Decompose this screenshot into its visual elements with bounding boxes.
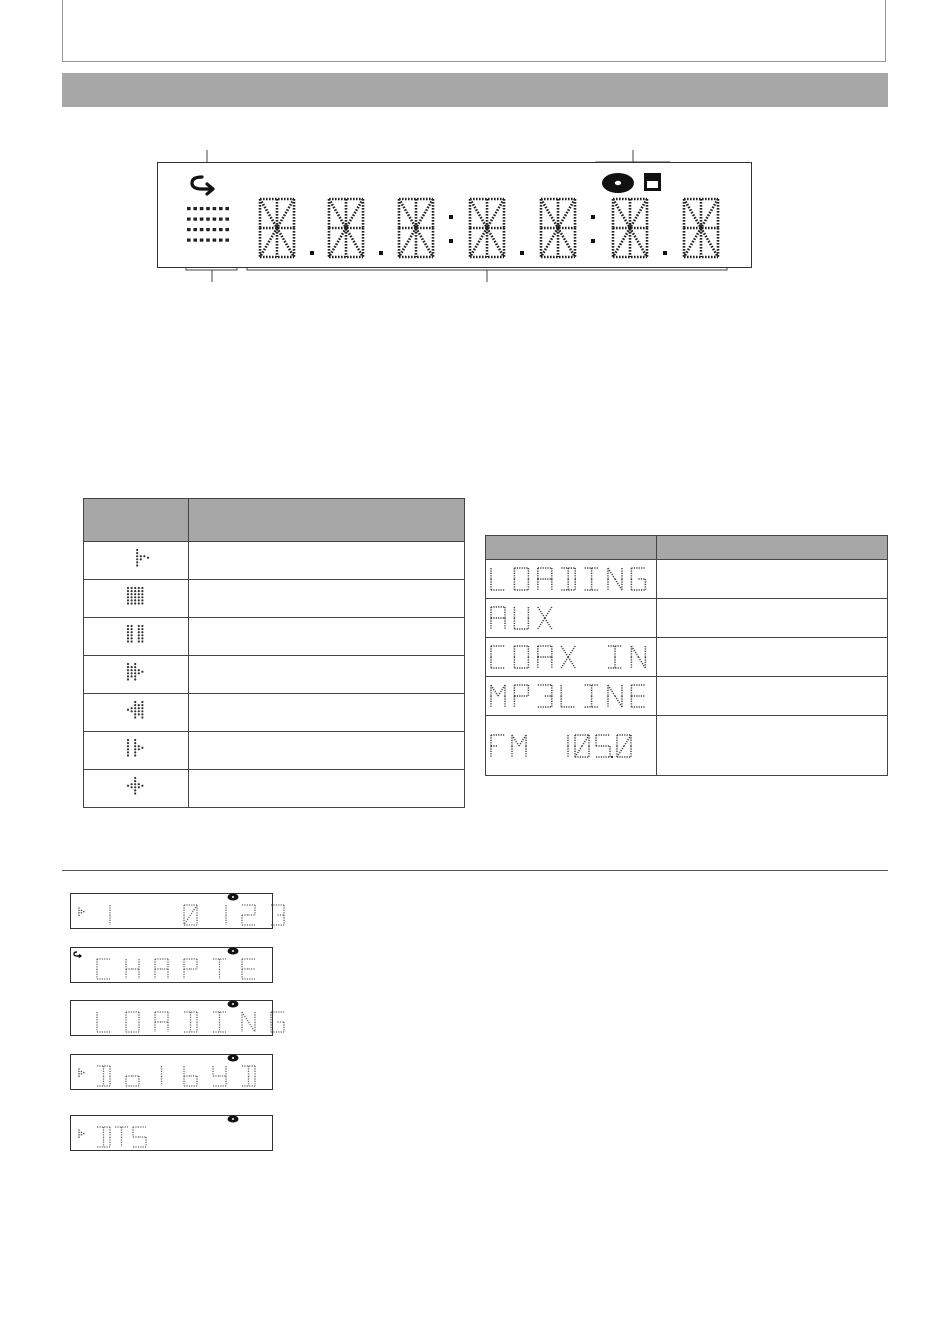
table-row — [84, 656, 465, 694]
meaning-cell — [657, 560, 888, 599]
icon-cell — [84, 656, 189, 694]
segment-glyph — [608, 568, 622, 590]
display-cell — [486, 638, 657, 677]
repeat-icon — [192, 177, 213, 194]
segment-glyph — [538, 646, 552, 668]
pause-icon — [125, 587, 147, 605]
example-display-graphics — [71, 1116, 274, 1152]
segment-glyph — [242, 905, 255, 925]
play-icon — [78, 1129, 84, 1138]
segment-glyph — [631, 646, 645, 668]
header-icon — [84, 499, 189, 542]
segment-glyph — [561, 568, 575, 590]
example-display-graphics — [71, 1055, 274, 1091]
play-icon — [127, 549, 145, 567]
segment-text — [490, 644, 654, 670]
segment-glyph — [242, 1066, 255, 1086]
segment-text — [490, 733, 654, 759]
table-row — [486, 677, 888, 716]
disc-icon — [228, 894, 239, 901]
icon-cell — [84, 770, 189, 808]
segment-glyph — [538, 568, 552, 590]
segment-glyph — [561, 685, 575, 707]
segment-text — [490, 605, 654, 631]
icon-cell — [84, 732, 189, 770]
table-row — [84, 770, 465, 808]
segment-glyph — [242, 1012, 255, 1032]
segment-glyph — [585, 568, 599, 590]
slow-forward-icon — [125, 739, 147, 757]
segment-glyph — [184, 905, 197, 925]
step-icon — [125, 777, 147, 795]
example-display — [70, 1000, 273, 1036]
icon-cell — [84, 542, 189, 580]
table-header-row — [486, 536, 888, 560]
segment-glyph — [514, 607, 528, 629]
description-cell — [189, 580, 465, 618]
segment-glyph — [213, 1066, 226, 1086]
segment-glyph — [514, 685, 528, 707]
segment-glyph — [575, 735, 589, 757]
description-cell — [189, 656, 465, 694]
disc-icon — [228, 1055, 239, 1062]
disc-icon — [228, 1001, 239, 1008]
disc-icon — [228, 948, 239, 955]
example-display — [70, 893, 273, 929]
segment-glyph — [213, 1012, 226, 1032]
table-row — [84, 580, 465, 618]
segment-glyph — [585, 685, 599, 707]
table-header-row — [84, 499, 465, 542]
segment-glyph — [126, 1076, 139, 1086]
segment-glyph — [271, 905, 284, 925]
example-display-graphics — [71, 1001, 274, 1037]
segment-glyph — [155, 1012, 168, 1032]
segment-glyph — [538, 607, 552, 629]
segment-glyph — [126, 959, 139, 979]
example-display — [70, 1054, 273, 1090]
segment-glyph — [491, 646, 505, 668]
segment-text — [490, 683, 654, 709]
example-display — [70, 1115, 273, 1151]
icon-cell — [84, 580, 189, 618]
table-row — [486, 599, 888, 638]
header-display — [486, 536, 657, 560]
segment-glyph — [97, 1127, 110, 1147]
segment-glyph — [184, 1066, 197, 1086]
sd-card-icon — [644, 173, 661, 191]
segment-glyph — [608, 646, 622, 668]
segment-glyph — [213, 959, 226, 979]
segment-glyph — [242, 959, 255, 979]
display-cell — [486, 677, 657, 716]
segment-glyph — [617, 735, 631, 757]
description-cell — [189, 732, 465, 770]
table-row — [84, 542, 465, 580]
segment-glyph — [491, 607, 505, 629]
example-display-graphics — [71, 948, 274, 984]
description-cell — [189, 694, 465, 732]
segment-glyph — [514, 568, 528, 590]
segment-glyph — [561, 646, 575, 668]
disc-icon — [228, 1116, 239, 1123]
icon-cell — [84, 618, 189, 656]
table-row — [486, 716, 888, 776]
segment-glyph — [97, 1066, 110, 1086]
description-cell — [189, 618, 465, 656]
table-row — [84, 618, 465, 656]
meaning-cell — [657, 599, 888, 638]
segment-glyph — [512, 735, 526, 757]
header-description — [189, 499, 465, 542]
table-row — [84, 732, 465, 770]
icon-cell — [84, 694, 189, 732]
meaning-cell — [657, 716, 888, 776]
example-display — [70, 947, 273, 983]
segment-glyph — [115, 1127, 128, 1147]
meaning-cell — [657, 638, 888, 677]
play-icon — [78, 907, 84, 916]
disc-icon — [602, 173, 634, 193]
segment-glyph — [184, 959, 197, 979]
segment-glyph — [491, 685, 505, 707]
segment-glyph — [596, 735, 610, 757]
description-cell — [189, 770, 465, 808]
segment-glyph — [538, 685, 552, 707]
fast-reverse-icon — [125, 701, 147, 719]
play-icon — [78, 1068, 84, 1077]
display-messages-table — [485, 535, 888, 776]
segment-glyph — [155, 959, 168, 979]
segment-glyph — [491, 568, 505, 590]
segment-glyph — [631, 568, 645, 590]
table-row — [486, 560, 888, 599]
segment-glyph — [184, 1012, 197, 1032]
display-graphics — [158, 163, 753, 269]
section-divider — [62, 870, 888, 871]
table-row — [84, 694, 465, 732]
segment-glyph — [97, 959, 110, 979]
segment-glyph — [514, 646, 528, 668]
example-display-graphics — [71, 894, 274, 930]
segment-glyph — [271, 1012, 284, 1032]
segment-glyph — [491, 735, 505, 757]
segment-glyph — [631, 685, 645, 707]
segment-text — [490, 566, 654, 592]
meaning-cell — [657, 677, 888, 716]
front-panel-display — [157, 162, 752, 268]
display-cell — [486, 599, 657, 638]
repeat-icon — [74, 952, 81, 958]
fast-forward-icon — [125, 663, 147, 681]
display-cell — [486, 716, 657, 776]
table-row — [486, 638, 888, 677]
playback-icons-table — [83, 498, 465, 808]
header-meaning — [657, 536, 888, 560]
description-cell — [189, 542, 465, 580]
segment-glyph — [126, 1012, 139, 1032]
dot-matrix-area — [187, 207, 229, 242]
display-cell — [486, 560, 657, 599]
stop-icon — [125, 625, 147, 643]
segment-glyph — [133, 1127, 146, 1147]
segment-glyph — [97, 1012, 110, 1032]
segment-glyph — [608, 685, 622, 707]
segment-digits — [260, 199, 718, 257]
